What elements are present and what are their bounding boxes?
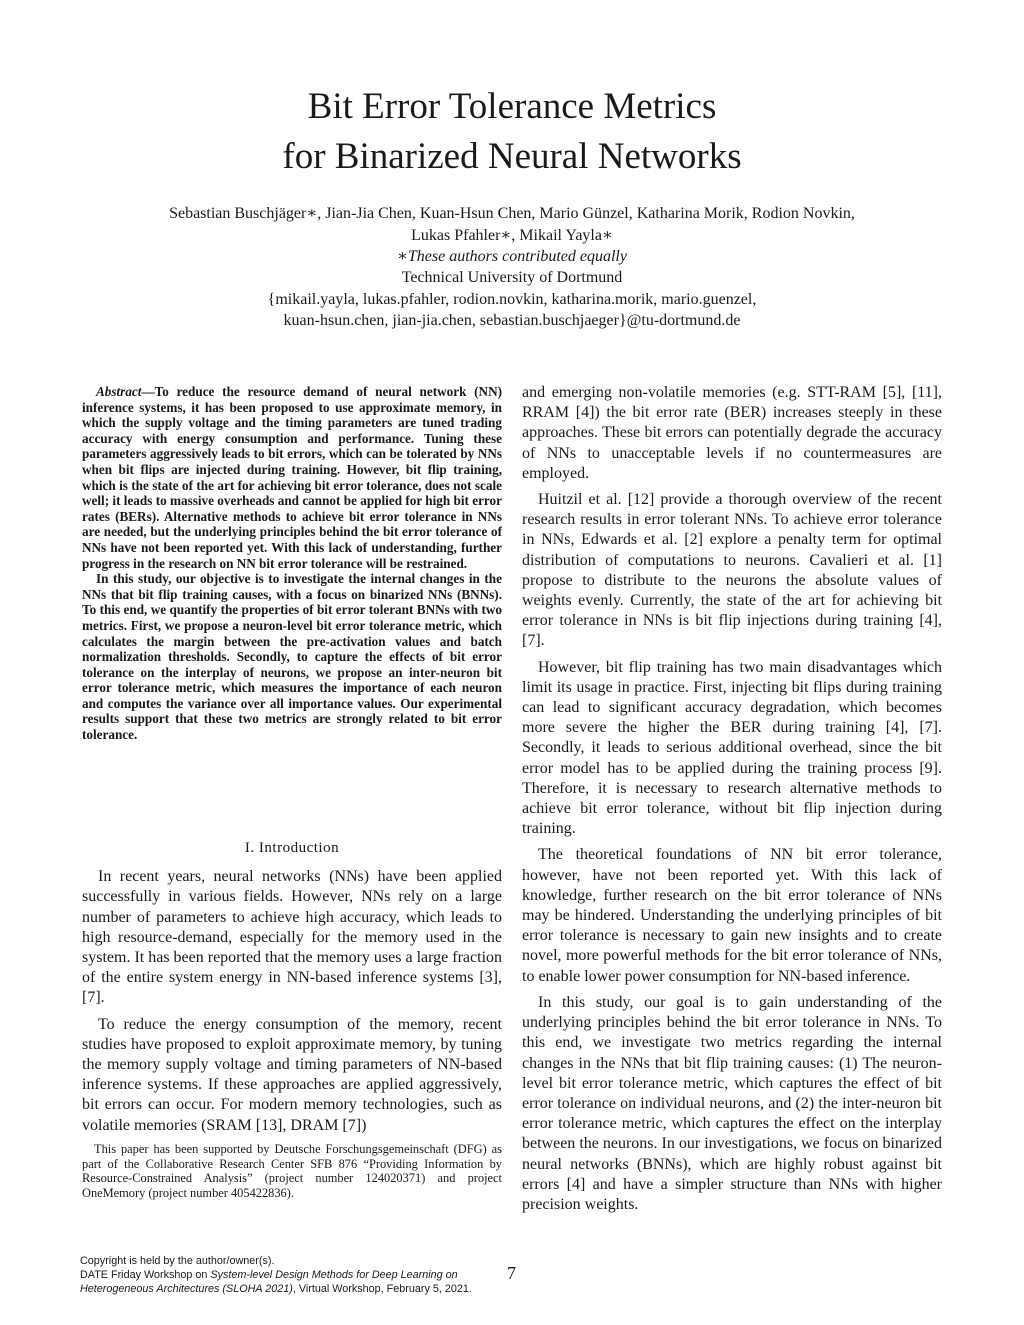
right-paragraph-2: Huitzil et al. [12] provide a thorough overview of the recent research results in error tolerant NNs. To achieve error tolerance in NNs, Edwards et al. [2] explore a penalty term for optimal distribution of computations to neurons. Cavalieri et al. [1] propose to distribute to the neurons the absolute values of weights evenly. Currently, the state of the art for achieving bit error tolerance in NNs is bit flip injections during training [4], [7]. <box>522 491 942 650</box>
title-line-1: Bit Error Tolerance Metrics <box>307 86 717 127</box>
section-heading-introduction: I. Introduction <box>244 840 340 856</box>
equal-contribution-note: ∗These authors contributed equally <box>397 248 627 265</box>
intro-paragraph-1: In recent years, neural networks (NNs) have been applied successfully in various fields. However, NNs rely on a large number of parameters to achieve high accuracy, which leads to high resource-demand, especially for the memory used in the system. It has been reported that the memory uses a large fraction of the entire system energy in NN-based inference systems [3], [7]. <box>82 868 503 1007</box>
authors-line-1: Sebastian Buschjäger∗, Jian-Jia Chen, Kuan-Hsun Chen, Mario Günzel, Katharina Morik, Rodion Novkin, <box>169 205 855 222</box>
abstract <box>82 384 502 743</box>
authors-line-2: Lukas Pfahler∗, Mikail Yayla∗ <box>411 227 613 244</box>
intro-paragraph-2: To reduce the energy consumption of the memory, recent studies have proposed to exploit approximate memory, by tuning the memory supply voltage and timing parameters of NN-based inference systems. If these approaches are applied aggressively, bit errors can occur. For modern memory technologies, such as volatile memories (SRAM [13], DRAM [7]) <box>82 1015 502 1134</box>
right-paragraph-3: However, bit flip training has two main disadvantages which limit its usage in practice. First, injecting bit flips during training can lead to significant accuracy degradation, which becomes more severe the higher the BER during training [4], [7]. Secondly, it leads to serious additional overhead, since the bit error model has to be applied during the training process [9]. Therefore, it is necessary to research alternative methods to achieve bit error tolerance, without bit flip injection during training. <box>522 658 942 838</box>
abstract-paragraph-2: In this study, our objective is to investigate the internal changes in the NNs that bit flip training causes, with a focus on binarized NNs (BNNs). To this end, we quantify the properties of bit error tolerant BNNs with two metrics. First, we propose a neuron-level bit error tolerance metric, which calculates the margin between the pre-activation values and batch normalization thresholds. Secondly, to capture the effects of bit error tolerance on the interplay of neurons, we propose an inter-neuron bit error tolerance metric, which measures the importance of each neuron and computes the variance over all importance values. Our experimental results support that these two metrics are strongly related to bit error tolerance. <box>82 571 502 743</box>
right-paragraph-5: In this study, our goal is to gain understanding of the underlying principles behind the bit error tolerance in NNs. To this end, we investigate two metrics regarding the internal changes in the NNs that bit flip training causes: (1) The neuron-level bit error tolerance metric, which captures the effect of bit error tolerance on individual neurons, and (2) the inter-neuron bit error tolerance metric, which captures the effect on the interplay between the neurons. In our investigations, we focus on binarized neural networks (BNNs), which are highly robust against bit errors [4] and have a simpler structure than NNs with higher precision weights. <box>522 993 942 1213</box>
title-line-2: for Binarized Neural Networks <box>282 136 742 177</box>
abstract-label: Abstract <box>96 384 142 399</box>
page-number: 7 <box>507 1263 516 1283</box>
funding-footnote <box>82 1142 502 1200</box>
copyright-line-3 <box>80 1282 472 1296</box>
paper-title <box>0 82 1024 182</box>
introduction-section <box>82 838 502 1142</box>
copyright-footer <box>80 1254 472 1296</box>
workshop-name-part-2: Heterogeneous Architectures (SLOHA 2021) <box>80 1283 293 1295</box>
right-paragraph-4: The theoretical foundations of NN bit error tolerance, however, have not been reported yet. With this lack of knowledge, further research on the bit error tolerance of NNs may be hindered. Understanding the underlying principles of bit error tolerance is necessary to gain new insights and to create novel, more powerful methods for the bit error tolerance of NNs, to enable lower power consumption for NN-based inference. <box>522 846 942 985</box>
right-column <box>522 383 942 1221</box>
affiliation: Technical University of Dortmund <box>401 269 623 286</box>
abstract-text-1: —To reduce the resource demand of neural network (NN) inference systems, it has been proposed to use approximate memory, in which the supply voltage and the timing parameters are tuned trading accuracy with energy consumption and performance. Tuning these parameters aggressively leads to bit errors, which can be tolerated by NNs when bit flips are injected during training. However, bit flip training, which is the state of the art for achieving bit error tolerance, does not scale well; it leads to massive overheads and cannot be applied for high bit error rates (BERs). Alternative methods to achieve bit error tolerance in NNs are needed, but the underlying principles behind the bit error tolerance of NNs have not been reported yet. With this lack of understanding, further progress in the research on NN bit error tolerance will be restrained. <box>82 384 502 571</box>
email-line-2: kuan-hsun.chen, jian-jia.chen, sebastian.buschjaeger}@tu-dortmund.de <box>283 312 741 329</box>
email-line-1: {mikail.yayla, lukas.pfahler, rodion.novkin, katharina.morik, mario.guenzel, <box>267 291 757 308</box>
copyright-line-1: Copyright is held by the author/owner(s). <box>80 1255 275 1267</box>
copyright-line-2 <box>80 1268 472 1282</box>
workshop-name-part-1: System-level Design Methods for Deep Learning on <box>210 1269 458 1281</box>
workshop-venue-date: , Virtual Workshop, February 5, 2021. <box>292 1283 472 1295</box>
workshop-prefix: DATE Friday Workshop on <box>80 1269 211 1281</box>
right-paragraph-1: and emerging non-volatile memories (e.g. STT-RAM [5], [11], RRAM [4]) the bit error rate (BER) increases steeply in these approaches. These bit errors can potentially degrade the accuracy of NNs to unacceptable levels if no countermeasures are employed. <box>522 384 942 482</box>
abstract-paragraph-1 <box>82 384 502 571</box>
footnote-text: This paper has been supported by Deutsche Forschungsgemeinschaft (DFG) as part of the Collaborative Research Center SFB 876 “Providing Information by Resource-Constrained Analysis” (project number 124020371) and project OneMemory (project number 405422836). <box>82 1142 502 1200</box>
